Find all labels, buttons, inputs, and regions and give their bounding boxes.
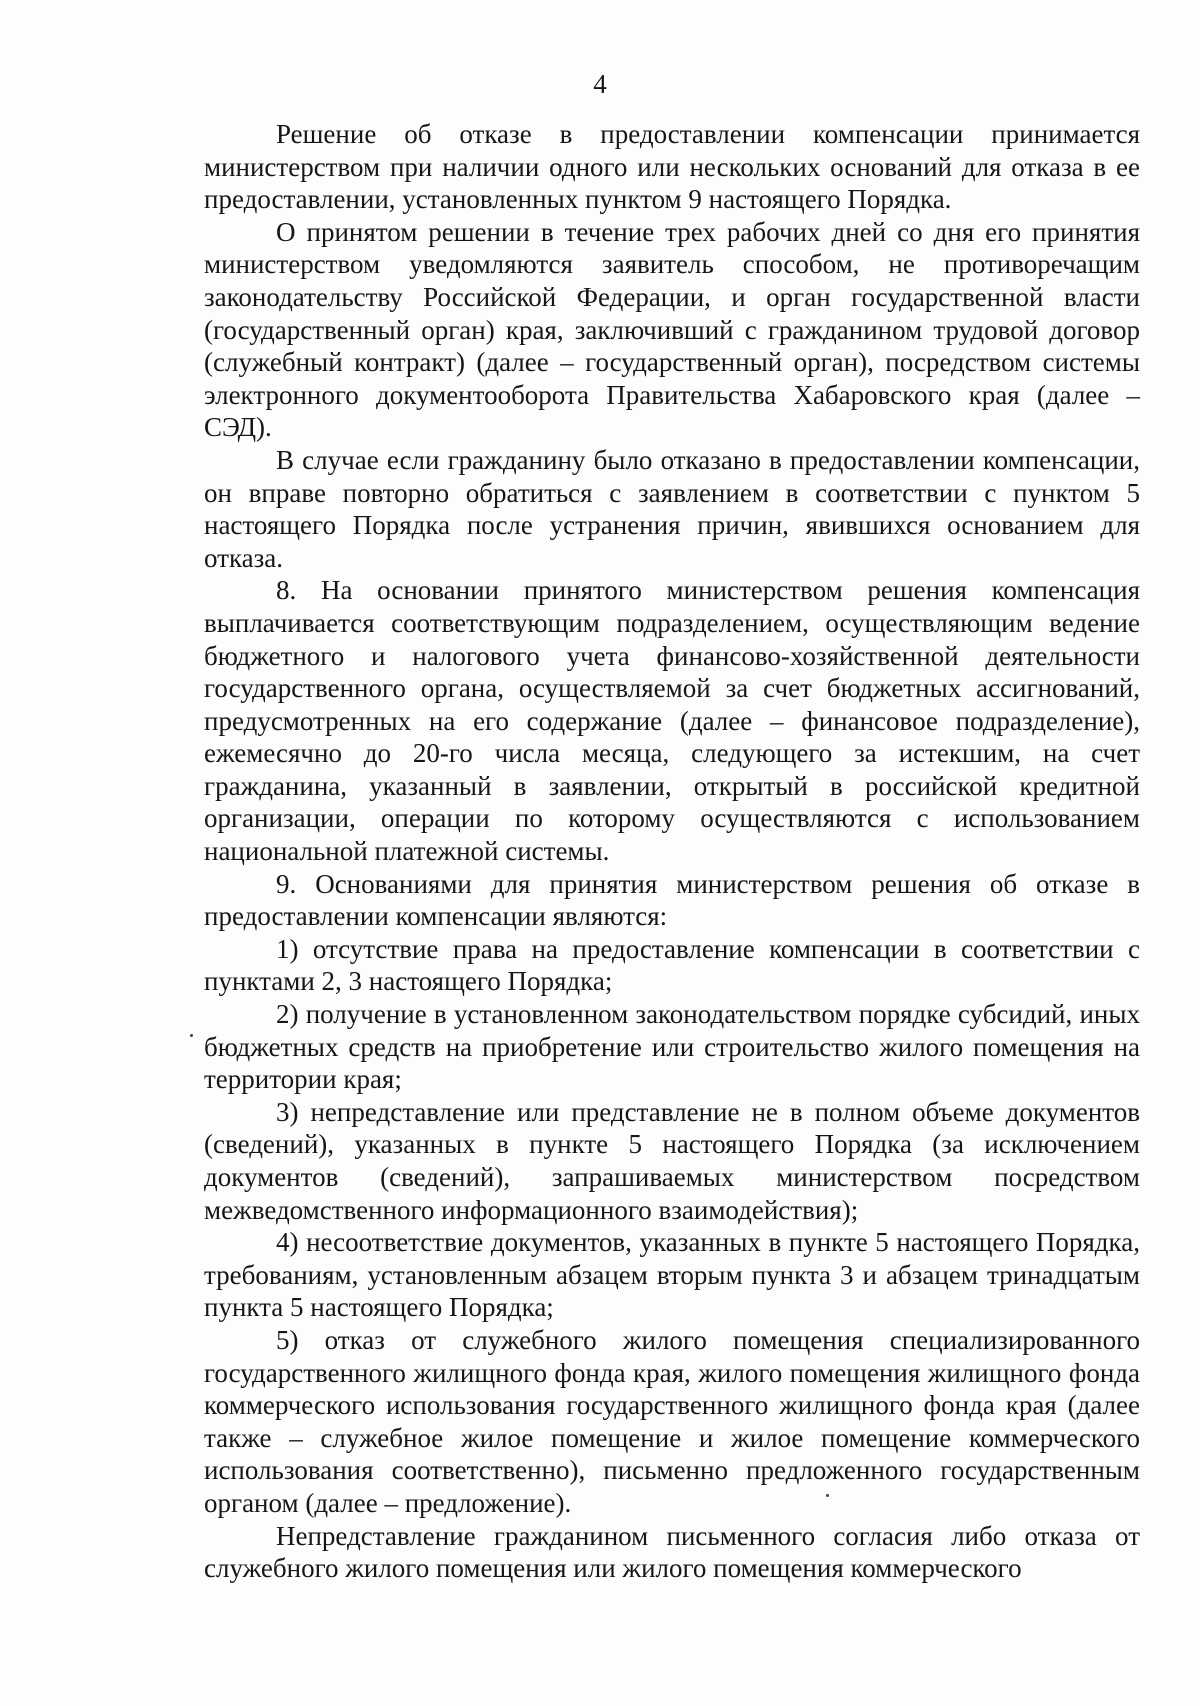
paragraph-item-8: 8. На основании принятого министерством решения компенсация выплачивается соответствующим подразделением, осуществляющим ведение бюджетного и налогового учета финансово-хозяйственной деятельности государственного органа, осуществляемой за счет бюджетных ассигнований, предусмотренных на его содержание (далее – финансовое подразделение), ежемесячно до 20-го числа месяца, следующего за истекшим, на счет гражданина, указанный в заявлении, открытый в российской кредитной организации, операции по которому осуществляются с использованием национальной платежной системы. <box>204 575 1140 867</box>
paragraph-subitem-5: 5) отказ от служебного жилого помещения специализированного государственного жилищного фонда края, жилого помещения жилищного фонда коммерческого использования государственного жилищного фонда края (далее также – служебное жилое помещение и жилое помещение коммерческого использования соответственно), письменно предложенного государственным органом (далее – предложение). <box>204 1324 1140 1518</box>
paragraph-notification: О принятом решении в течение трех рабочих дней со дня его принятия министерством уведомляются заявитель способом, не противоречащим законодательству Российской Федерации, и орган государственной власти (государственный орган) края, заключивший с гражданином трудовой договор (служебный контракт) (далее – государственный орган), посредством системы электронного документооборота Правительства Хабаровского края (далее – СЭД). <box>204 216 1140 443</box>
paragraph-non-submission: Непредставление гражданином письменного согласия либо отказа от служебного жилого помещения или жилого помещения коммерческого <box>204 1520 1140 1584</box>
paragraph-subitem-3: 3) непредставление или представление не в полном объеме документов (сведений), указанных в пункте 5 настоящего Порядка (за исключением документов (сведений), запрашиваемых министерством посредством межведомственного информационного взаимодействия); <box>204 1096 1140 1225</box>
scan-speck <box>826 1494 829 1497</box>
paragraph-subitem-4: 4) несоответствие документов, указанных в пункте 5 настоящего Порядка, требованиям, установленным абзацем вторым пункта 3 и абзацем тринадцатым пункта 5 настоящего Порядка; <box>204 1227 1140 1323</box>
scan-speck <box>190 1034 193 1037</box>
paragraph-item-9: 9. Основаниями для принятия министерством решения об отказе в предоставлении компенсации являются: <box>204 868 1140 932</box>
page-number: 4 <box>593 69 607 99</box>
paragraph-subitem-1: 1) отсутствие права на предоставление компенсации в соответствии с пунктами 2, 3 настоящего Порядка; <box>204 933 1140 997</box>
paragraph-repeat-application: В случае если гражданину было отказано в предоставлении компенсации, он вправе повторно обратиться с заявлением в соответствии с пунктом 5 настоящего Порядка после устранения причин, явившихся основанием для отказа. <box>204 444 1140 573</box>
paragraph-subitem-2: 2) получение в установленном законодательством порядке субсидий, иных бюджетных средств на приобретение или строительство жилого помещения на территории края; <box>204 999 1140 1095</box>
paragraph-refusal-decision: Решение об отказе в предоставлении компенсации принимается министерством при наличии одного или нескольких оснований для отказа в ее предоставлении, установленных пунктом 9 настоящего Порядка. <box>204 119 1140 215</box>
document-body <box>204 118 1140 1585</box>
